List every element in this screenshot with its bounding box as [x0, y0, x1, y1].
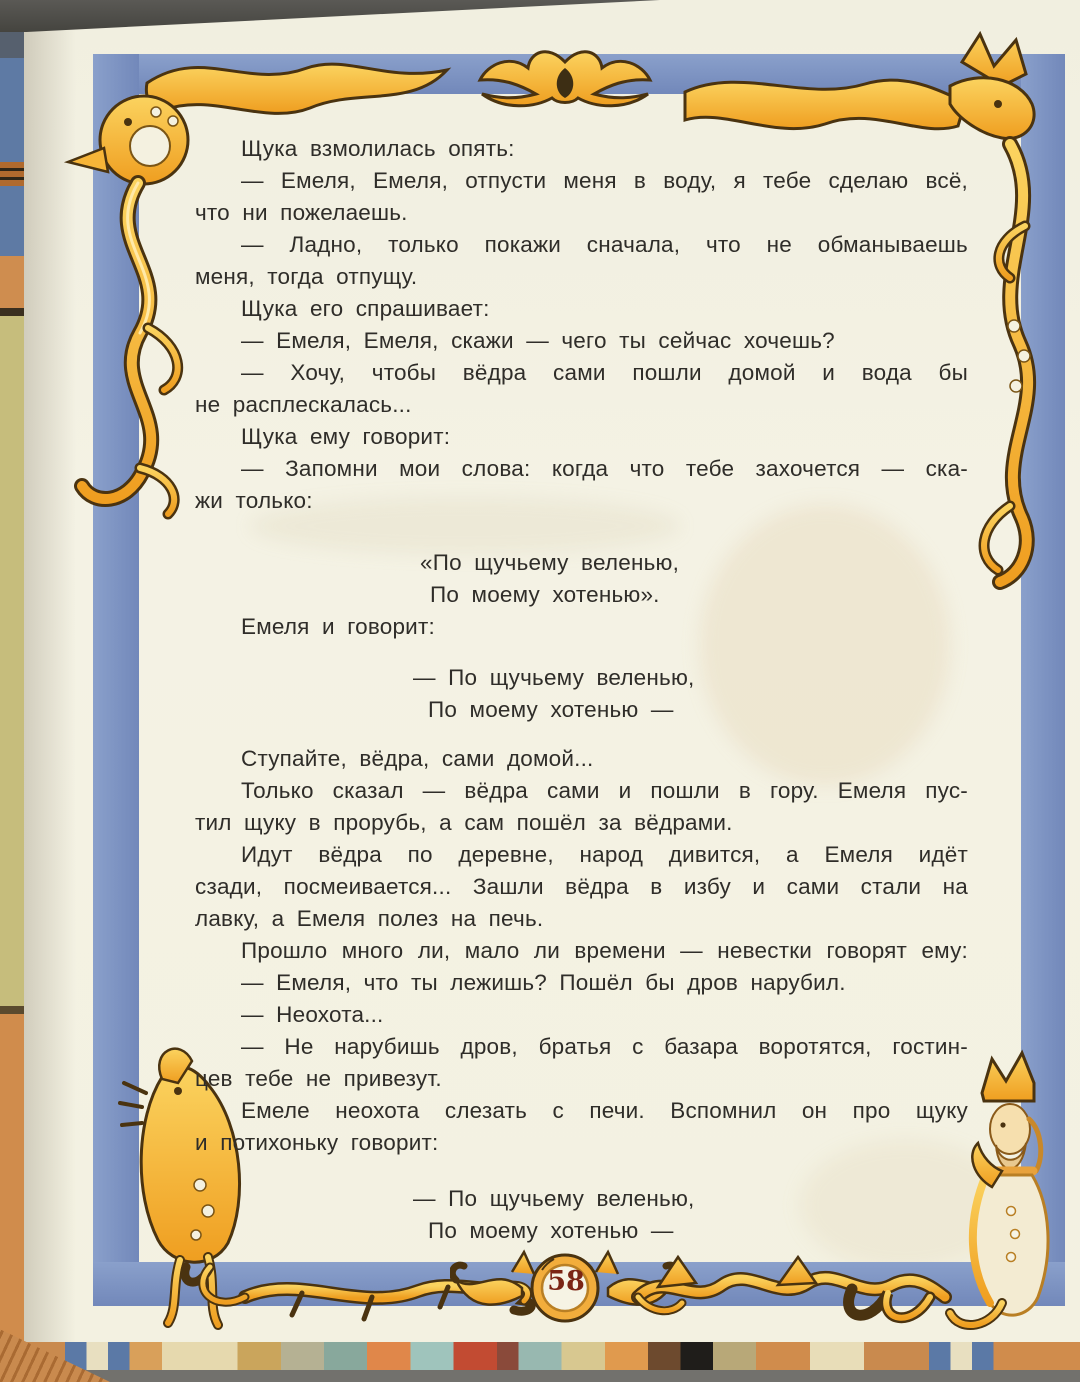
text-line: сзади, посмеивается... Зашли вёдра в избу и сами стали на [195, 874, 968, 899]
text-line: лавку, а Емеля полез на печь. [195, 906, 544, 931]
text-line: — Запомни мои слова: когда что тебе захочется — ска- [241, 456, 968, 481]
text-line: Щука его спрашивает: [241, 296, 490, 321]
story-text [195, 133, 968, 1247]
text-line: что ни пожелаешь. [195, 200, 408, 225]
stacked-page-edges-left [0, 0, 24, 1382]
verse-line: По моему хотенью — [428, 697, 674, 722]
text-line: — Емеля, Емеля, отпусти меня в воду, я тебе сделаю всё, [241, 168, 968, 193]
text-line: — Ладно, только покажи сначала, что не обманываешь [241, 232, 968, 257]
verse-line: По моему хотенью — [428, 1218, 674, 1243]
text-line: — Емеля, Емеля, скажи — чего ты сейчас хочешь? [241, 328, 835, 353]
text-line: и потихоньку говорит: [195, 1130, 439, 1155]
palmette-lotus-ornament-icon [470, 42, 660, 122]
text-line: Емеле неохота слезать с печи. Вспомнил он про щуку [241, 1098, 968, 1123]
verse-line: По моему хотенью». [430, 582, 660, 607]
text-line: меня, тогда отпущу. [195, 264, 418, 289]
verse-line: — По щучьему веленью, [413, 665, 695, 690]
text-line: не расплескалась... [195, 392, 412, 417]
text-line: — Неохота... [241, 1002, 384, 1027]
verse-line: — По щучьему веленью, [413, 1186, 695, 1211]
table-surface-bottom [0, 1370, 1080, 1382]
verse-line: «По щучьему веленью, [420, 550, 680, 575]
text-line: — Не нарубишь дров, братья с базара воротятся, гостин- [241, 1034, 968, 1059]
text-line: Щука ему говорит: [241, 424, 451, 449]
text-line: Щука взмолилась опять: [241, 136, 515, 161]
text-line: — Хочу, чтобы вёдра сами пошли домой и вода бы [241, 360, 968, 385]
text-line: Ступайте, вёдра, сами домой... [241, 746, 594, 771]
text-line: Прошло много ли, мало ли времени — невестки говорят ему: [241, 938, 968, 963]
text-line: Только сказал — вёдра сами и пошли в гору. Емеля пус- [241, 778, 968, 803]
text-line: тил щуку в прорубь, а сам пошёл за вёдрами. [195, 810, 733, 835]
text-line: — Емеля, что ты лежишь? Пошёл бы дров нарубил. [241, 970, 846, 995]
text-line: Емеля и говорит: [241, 614, 435, 639]
text-line: жи только: [195, 488, 313, 513]
page-number: 58 [547, 1266, 585, 1297]
text-line: Идут вёдра по деревне, народ дивится, а Емеля идёт [241, 842, 968, 867]
text-line: цев тебе не привезут. [195, 1066, 442, 1091]
